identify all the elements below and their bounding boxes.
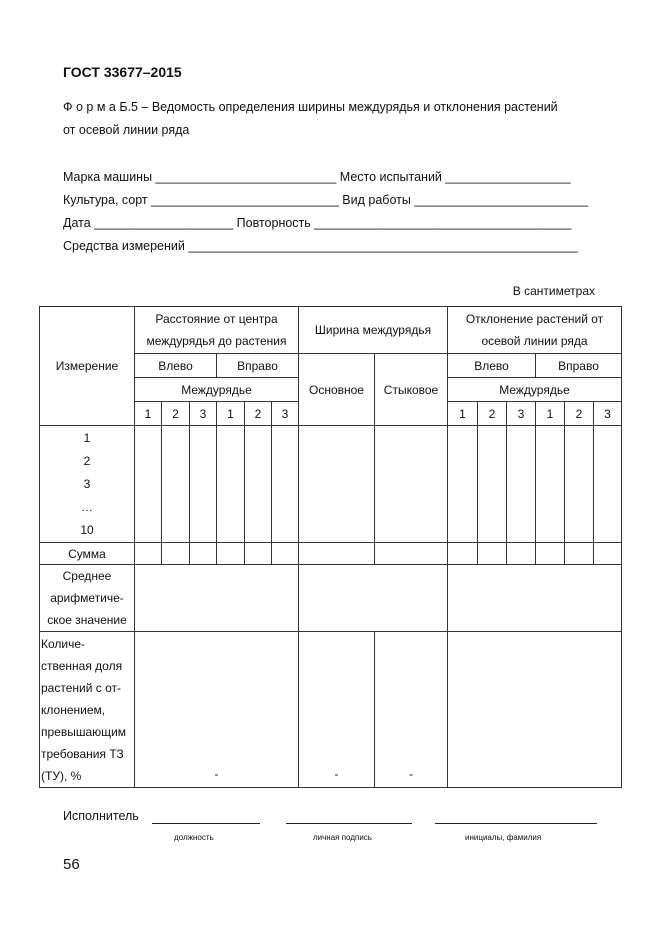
- interrow-number: 1: [135, 402, 162, 426]
- sum-row-label: Сумма: [40, 543, 135, 565]
- interrow-number: 3: [594, 402, 622, 426]
- interrow-number: 1: [217, 402, 245, 426]
- name-caption: инициалы, фамилия: [465, 833, 542, 842]
- interrow-number: 3: [272, 402, 299, 426]
- width-joint-header: Стыковое: [375, 354, 448, 426]
- position-line: [152, 823, 260, 824]
- unit-note: В сантиметрах: [512, 284, 595, 298]
- mean-row-label: Среднее арифметиче-ское значение: [40, 565, 135, 632]
- interrow-number: 2: [565, 402, 594, 426]
- field-culture-work: Культура, сорт ___________________________ Вид работы _________________________: [63, 193, 589, 207]
- distance-left-header: Влево: [135, 354, 217, 378]
- interrow-number: 2: [245, 402, 272, 426]
- interrow-number: 1: [448, 402, 478, 426]
- measurement-numbers: [40, 426, 135, 543]
- width-main-header: Основное: [299, 354, 375, 426]
- executor-label: Исполнитель: [63, 809, 139, 823]
- signature-line: [286, 823, 412, 824]
- share-joint-dash: -: [375, 632, 448, 788]
- group-deviation-header: Отклонение растений от осевой линии ряда: [448, 307, 622, 354]
- row-label: 1: [83, 430, 91, 445]
- document-header: ГОСТ 33677–2015: [63, 64, 182, 80]
- form-caption-line-1: Ф о р м а Б.5 – Ведомость определения ширины междурядья и отклонения растений: [63, 100, 558, 114]
- interrow-number: 1: [536, 402, 565, 426]
- measurement-table: [39, 306, 622, 788]
- position-caption: должность: [174, 833, 214, 842]
- group-width-header: Ширина междурядья: [299, 307, 448, 354]
- interrow-number: 3: [507, 402, 536, 426]
- row-label: 2: [83, 453, 91, 468]
- share-row-label: Количе-ственная доля растений с от-клонением, превышающим требования ТЗ (ТУ), %: [40, 632, 135, 788]
- row-label: 10: [80, 522, 94, 537]
- interrow-number: 2: [478, 402, 507, 426]
- share-main-dash: -: [299, 632, 375, 788]
- interrow-number: 3: [190, 402, 217, 426]
- signature-caption: личная подпись: [313, 833, 372, 842]
- row-label: 3: [83, 476, 91, 491]
- form-caption-line-2: от осевой линии ряда: [63, 123, 190, 137]
- group-distance-header: Расстояние от центра междурядья до растения: [135, 307, 299, 354]
- col-measure-header: Измерение: [40, 307, 135, 426]
- name-line: [435, 823, 597, 824]
- distance-interrow-header: Междурядье: [135, 378, 299, 402]
- field-instruments: Средства измерений ________________________________________________________: [63, 239, 578, 253]
- deviation-left-header: Влево: [448, 354, 536, 378]
- deviation-right-header: Вправо: [536, 354, 622, 378]
- page-number: 56: [63, 856, 80, 873]
- interrow-number: 2: [162, 402, 190, 426]
- distance-right-header: Вправо: [217, 354, 299, 378]
- field-date-repeat: Дата ____________________ Повторность _____________________________________: [63, 216, 572, 230]
- deviation-interrow-header: Междурядье: [448, 378, 622, 402]
- row-label: …: [81, 499, 93, 514]
- field-machine-place: Марка машины __________________________ Место испытаний __________________: [63, 170, 571, 184]
- share-distance-dash: -: [135, 632, 299, 788]
